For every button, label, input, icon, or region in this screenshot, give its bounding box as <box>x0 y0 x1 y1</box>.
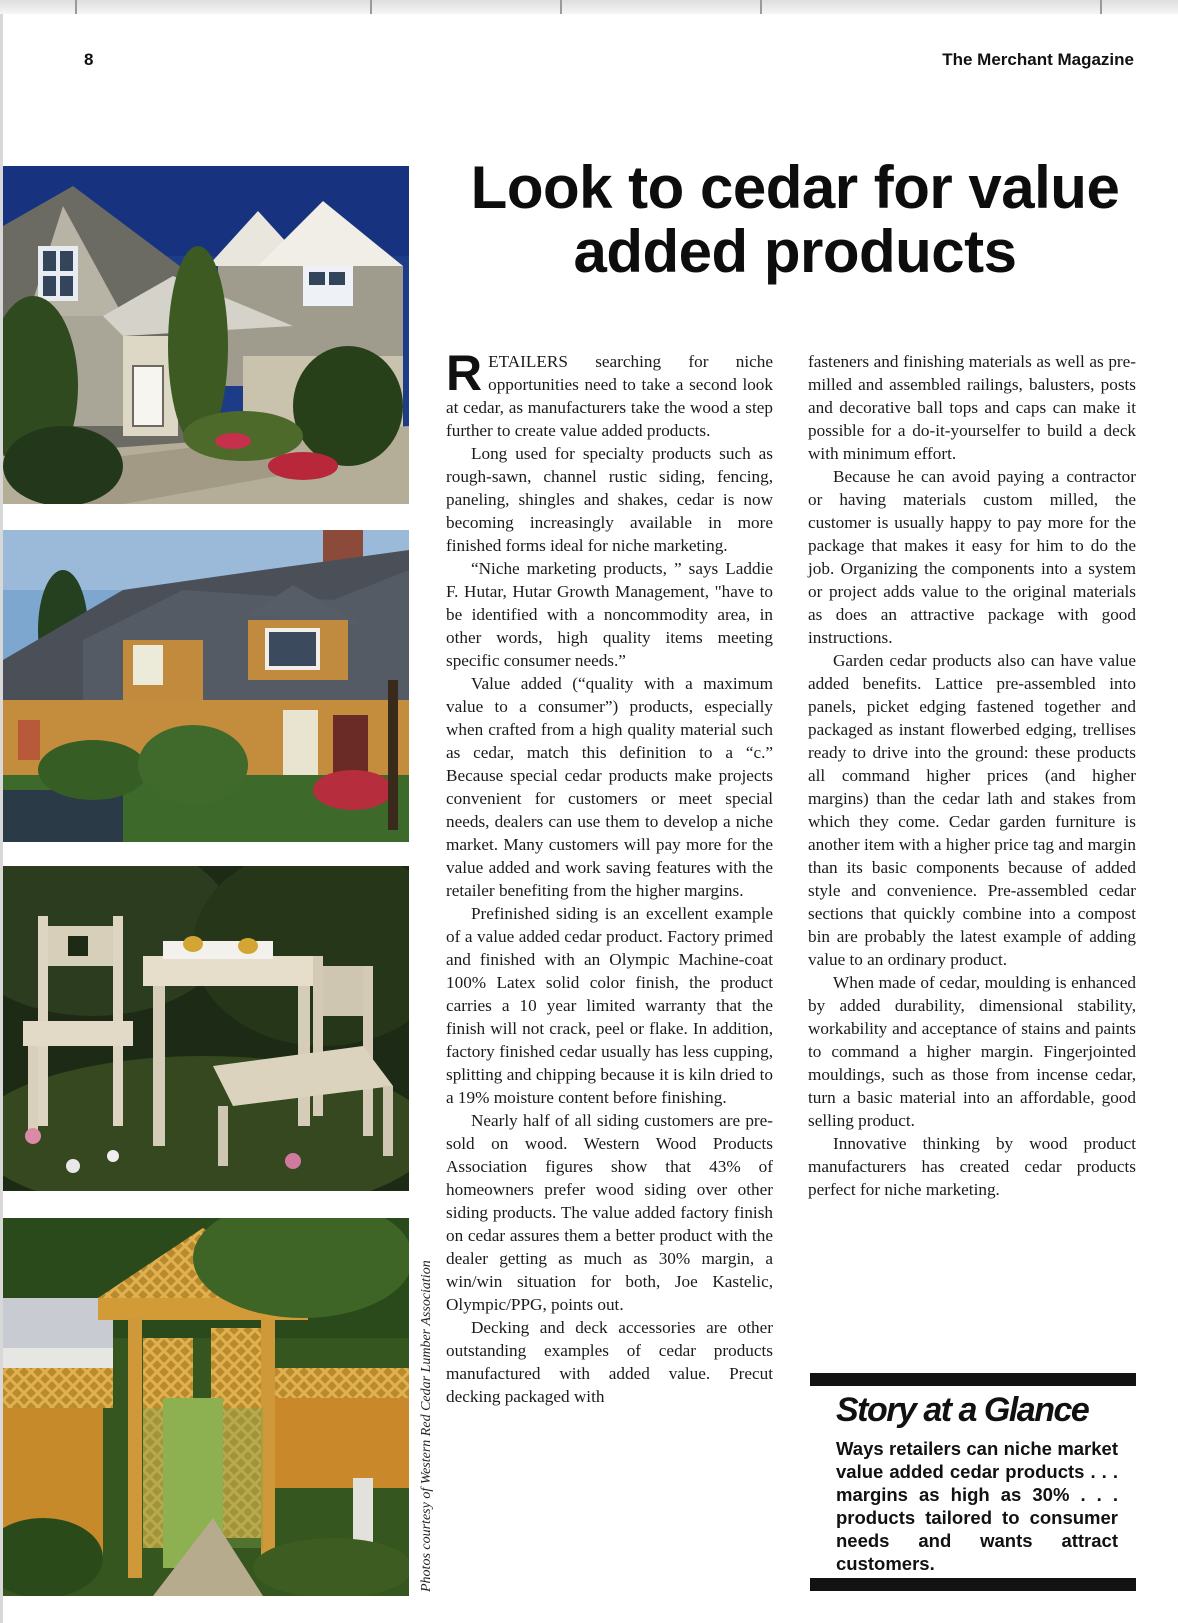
page-number: 8 <box>84 50 94 69</box>
article-paragraph: Prefinished siding is an excellent example of a value added cedar product. Factory primed and finished with an Olympic Machine-coat 100% Latex solid color finish, the product carries a 10 year limited warranty that the finish will not crack, peel or flake. In addition, factory finished cedar usually has less cupping, splitting and chipping because it is kiln dried to a 19% moisture content before finishing. <box>446 904 773 1107</box>
article-column-2 <box>808 350 1136 1201</box>
article-column-1 <box>446 345 773 1408</box>
article-paragraph: Innovative thinking by wood product manufacturers has created cedar products perfect for niche marketing. <box>808 1134 1136 1199</box>
article-headline: Look to cedar for value added products <box>470 154 1120 285</box>
article-paragraph: RETAILERS searching for niche opportunities need to take a second look at cedar, as manufacturers take the wood a step further to create value added products. <box>446 345 773 440</box>
sidebar-rule-top <box>810 1373 1136 1386</box>
photo-credit: Photos courtesy of Western Red Cedar Lumber Association <box>419 1260 434 1592</box>
sidebar-rule-bottom <box>810 1578 1136 1591</box>
sidebar-title: Story at a Glance <box>836 1391 1089 1429</box>
article-paragraph: Nearly half of all siding customers are pre-sold on wood. Western Wood Products Association figures show that 43% of homeowners prefer wood siding over other siding products. The value added factory finish on cedar assures them a better product with the dealer getting as much as 30% margin, a win/win situation for both, Joe Kastelic, Olympic/PPG, points out. <box>446 1111 773 1314</box>
article-paragraph: “Niche marketing products, ” says Laddie F. Hutar, Hutar Growth Management, "have to be identified with a noncommodity area, in other words, high quality items meeting specific consumer needs.” <box>446 559 773 670</box>
article-paragraph: Because he can avoid paying a contractor or having materials custom milled, the customer is usually happy to pay more for the package that makes it easy for him to do the job. Organizing the components into a system or project adds value to the original materials as does an attractive package with good instructions. <box>808 467 1136 647</box>
photo-gabled-house <box>3 166 409 504</box>
drop-cap: R <box>446 345 483 401</box>
photo-cedar-furniture <box>3 866 409 1191</box>
scan-edge-top <box>0 0 1178 14</box>
article-paragraph: Value added (“quality with a maximum value to a consumer”) products, especially when crafted from a high quality material such as cedar, match this definition to a “c.” Because special cedar products make projects convenient for customers or meet special needs, dealers can use them to develop a niche market. Many customers will pay more for the value added and work saving features with the retailer benefiting from the higher margins. <box>446 674 773 900</box>
story-at-a-glance-box <box>810 1373 1136 1591</box>
article-paragraph: When made of cedar, moulding is enhanced by added durability, dimensional stability, workability and acceptance of stains and paints to command a higher margin. Fingerjointed mouldings, such as those from incense cedar, turn a basic material into an affordable, good selling product. <box>808 973 1136 1130</box>
photo-lattice-arbor <box>3 1218 409 1596</box>
article-paragraph: Garden cedar products also can have value added benefits. Lattice pre-assembled into panels, picket edging fastened together and packaged as instant flowerbed edging, trellises ready to drive into the ground: these products all command higher prices (and higher margins) than the cedar lath and stakes from which they come. Cedar garden furniture is another item with a higher price tag and margin than its basic components because of added style and convenience. Pre-assembled cedar sections that quickly combine into a compost bin are probably the latest example of adding value to an ordinary product. <box>808 651 1136 969</box>
photo-shingled-house <box>3 530 409 842</box>
sidebar-summary: Ways retailers can niche market value added cedar products . . . margins as high as 30% . . . products tailored to consumer needs and wants attract customers. <box>836 1438 1118 1574</box>
article-paragraph: Decking and deck accessories are other outstanding examples of cedar products manufactured with added value. Precut decking packaged with <box>446 1318 773 1406</box>
article-paragraph: fasteners and finishing materials as well as pre-milled and assembled railings, balusters, posts and decorative ball tops and caps can make it possible for a do-it-yourselfer to build a deck with minimum effort. <box>808 352 1136 463</box>
publication-name: The Merchant Magazine <box>942 50 1134 69</box>
article-paragraph: Long used for specialty products such as rough-sawn, channel rustic siding, fencing, paneling, shingles and shakes, cedar is now becoming increasingly available in more finished forms ideal for niche marketing. <box>446 444 773 555</box>
